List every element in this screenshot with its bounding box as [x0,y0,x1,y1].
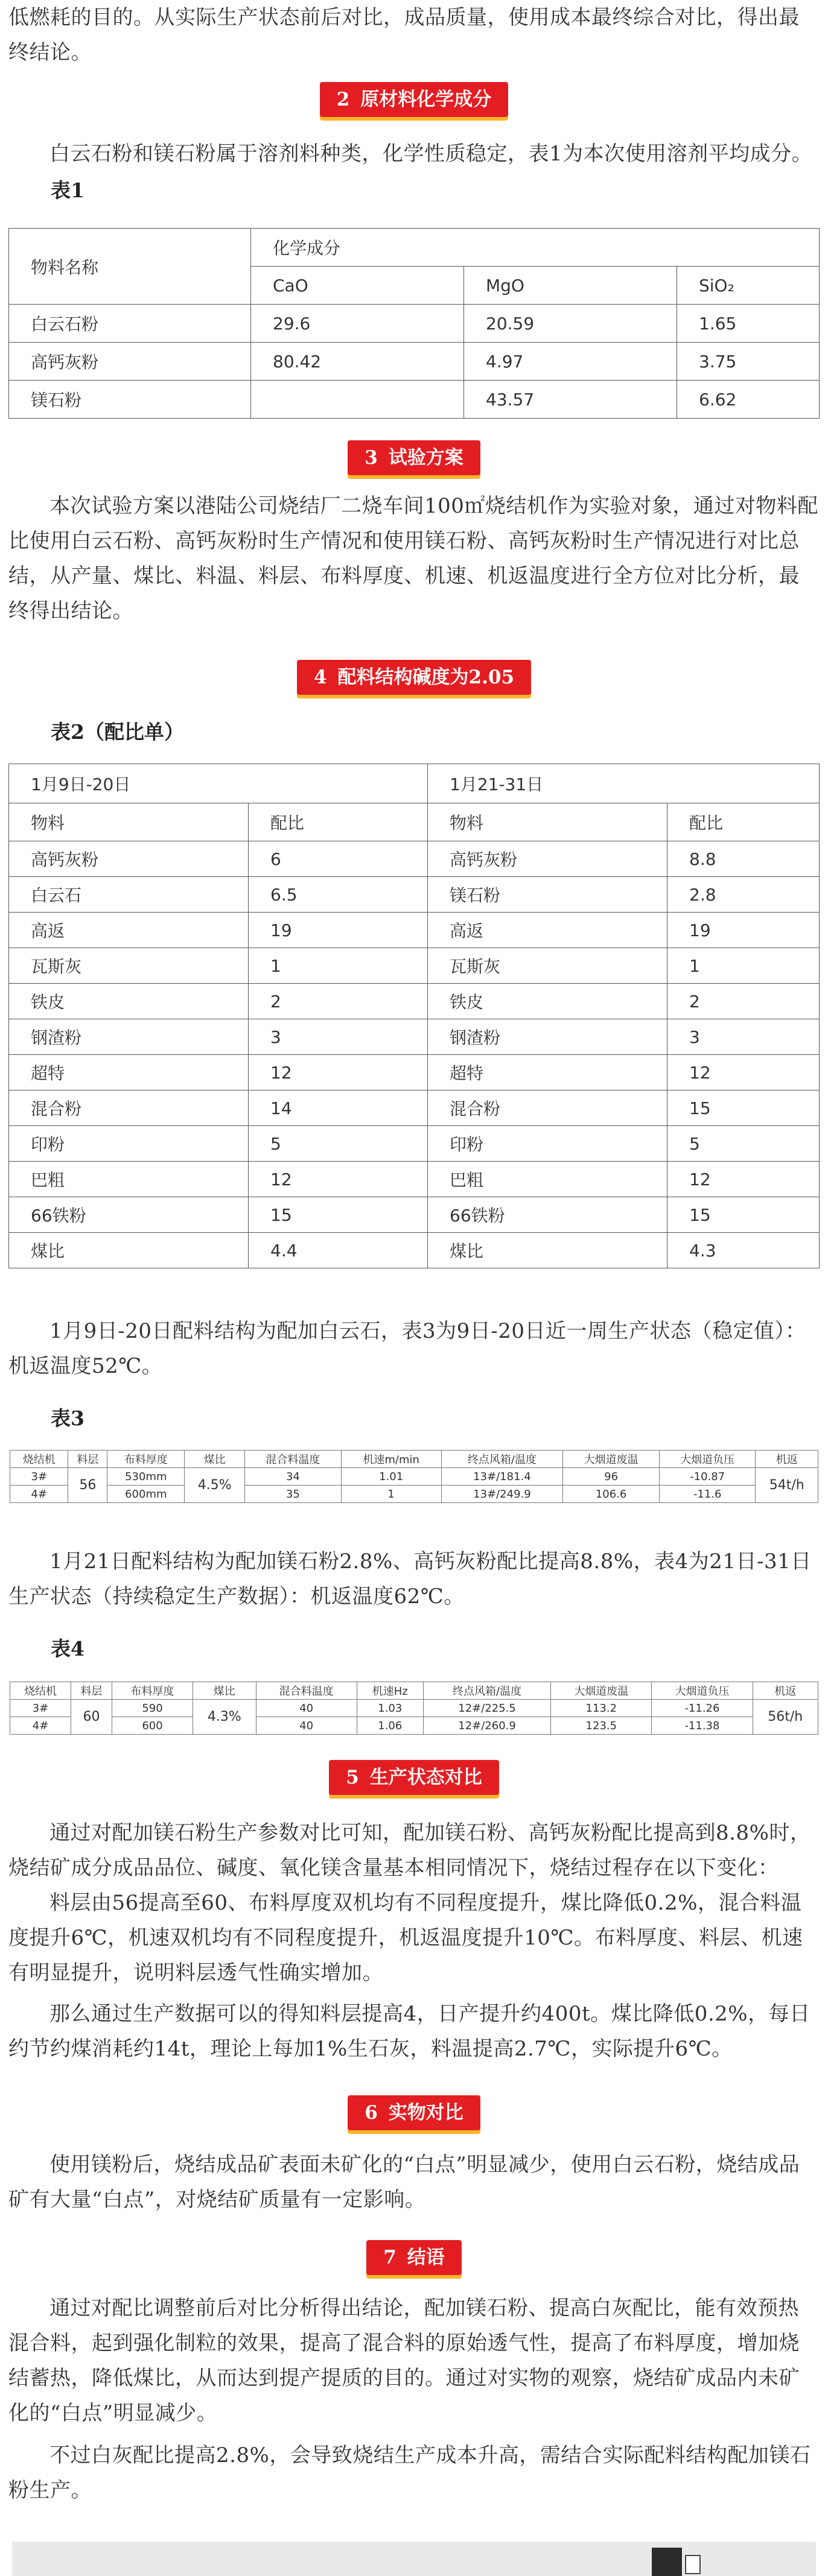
cell: 8.8 [667,841,820,877]
cell: 40 [256,1700,357,1717]
cell: 铁皮 [428,984,667,1019]
table2-caption: 表2（配比单） [51,720,184,744]
cell: 2.8 [667,877,820,913]
cell: 15 [667,1090,820,1126]
column-header: 大烟道负压 [659,1451,756,1468]
table1 [8,228,820,419]
section-heading-7: 7 结语 [0,2240,828,2275]
cell: 12#/225.5 [423,1700,550,1717]
column-header: 混合料温度 [256,1682,357,1700]
table-row [9,1055,820,1090]
table-row [9,305,820,343]
cell: 巴粗 [9,1162,249,1197]
table1-col-cao: CaO [251,267,464,305]
table-row [9,343,820,381]
cell: 600 [112,1717,193,1735]
column-header: 料层 [68,1451,107,1468]
cell: 3 [667,1019,820,1055]
cell: 13#/181.4 [441,1468,563,1486]
cell: 123.5 [551,1717,652,1735]
cell: 4.97 [464,343,677,381]
column-header: 煤比 [185,1451,245,1468]
section-heading-6: 6 实物对比 [0,2095,828,2130]
table-row [9,913,820,948]
table-row [10,1468,818,1486]
cell: 镁石粉 [9,381,251,419]
cell: 80.42 [251,343,464,381]
cell: 4# [10,1486,68,1503]
cell: -11.26 [652,1700,753,1717]
table-header-row [10,1451,818,1468]
table-row [9,1090,820,1126]
section-heading-3: 3 试验方案 [0,440,828,475]
cell: 56t/h [753,1700,818,1735]
cell: 高钙灰粉 [9,343,251,381]
intro-paragraph-end: 低燃耗的目的。从实际生产状态前后对比，成品质量，使用成本最终综合对比，得出最终结论。 [8,5,800,65]
table-row [9,1162,820,1197]
cell: 40 [256,1717,357,1735]
s6-paragraph: 使用镁粉后，烧结成品矿表面未矿化的“白点”明显减少，使用白云石粉，烧结成品矿有大量“白点”，对烧结矿质量有一定影响。 [8,2153,800,2212]
cell: 钢渣粉 [428,1019,667,1055]
cell: 19 [249,913,428,948]
column-header: 机返 [753,1682,818,1700]
cell [251,381,464,419]
table1-caption: 表1 [51,179,84,202]
column-header: 大烟道负压 [652,1682,753,1700]
cell: 混合粉 [428,1090,667,1126]
table-row [9,1019,820,1055]
cell: 钢渣粉 [9,1019,249,1055]
cell: 13#/249.9 [441,1486,563,1503]
table1-name-header: 物料名称 [9,229,251,305]
cell: 6.5 [249,877,428,913]
cell: 1.03 [357,1700,423,1717]
cell: 4.3 [667,1233,820,1268]
cell: 高钙灰粉 [9,841,249,877]
table2-header-ratio: 配比 [667,803,820,841]
cell: 高返 [428,913,667,948]
table1-col-sio2: SiO₂ [677,267,820,305]
cell: 15 [249,1197,428,1233]
s5-paragraph-3: 那么通过生产数据可以的得知料层提高4，日产提升约400t。煤比降低0.2%，每日约节约煤消耗约14t，理论上每加1%生石灰，料温提高2.7℃，实际提升6℃。 [8,2002,810,2061]
column-header: 料层 [71,1682,112,1700]
table-row [9,1126,820,1162]
cell: 15 [667,1197,820,1233]
cell: 590 [112,1700,193,1717]
s4-paragraph-2: 1月21日配料结构为配加镁石粉2.8%、高钙灰粉配比提高8.8%，表4为21日-31日生产状态（持续稳定生产数据）：机返温度62℃。 [8,1549,812,1609]
column-header: 机速m/min [341,1451,441,1468]
table-row [10,1700,818,1717]
cell: 巴粗 [428,1162,667,1197]
cell: 瓦斯灰 [9,948,249,984]
section-heading-2: 2 原材料化学成分 [0,82,828,117]
cell: 白云石粉 [9,305,251,343]
column-header: 机速Hz [357,1682,423,1700]
cell: 4.3% [193,1700,256,1735]
cell: 14 [249,1090,428,1126]
table2-left-period: 1月9日-20日 [9,764,428,803]
column-header: 大烟道废温 [551,1682,652,1700]
cell: 6 [249,841,428,877]
cell: 1 [667,948,820,984]
table2-header-material: 物料 [9,803,249,841]
cell: 3# [10,1468,68,1486]
cell: 镁石粉 [428,877,667,913]
cell: 4.4 [249,1233,428,1268]
table-row [9,1233,820,1268]
cell: 煤比 [9,1233,249,1268]
s5-paragraph-1: 通过对配加镁石粉生产参数对比可知，配加镁石粉、高钙灰粉配比提高到8.8%时，烧结矿成分成品品位、碱度、氧化镁含量基本相同情况下，烧结过程存在以下变化： [8,1821,811,1880]
document-icon [685,2555,701,2574]
cell: 20.59 [464,305,677,343]
table-row [9,381,820,419]
table4-caption: 表4 [51,1637,84,1660]
table3-caption: 表3 [51,1407,84,1430]
cell: 54t/h [756,1468,818,1503]
cell: 瓦斯灰 [428,948,667,984]
cell: 1 [249,948,428,984]
cell: 12 [667,1162,820,1197]
cell: 印粉 [9,1126,249,1162]
column-header: 煤比 [193,1682,256,1700]
table2-right-period: 1月21-31日 [428,764,820,803]
s4-paragraph: 1月9日-20日配料结构为配加白云石，表3为9日-20日近一周生产状态（稳定值）：机返温度52℃。 [8,1319,806,1378]
cell: 高返 [9,913,249,948]
cell: 超特 [428,1055,667,1090]
column-header: 终点风箱/温度 [441,1451,563,1468]
section-heading-5: 5 生产状态对比 [0,1760,828,1795]
s7-paragraph-1: 通过对配比调整前后对比分析得出结论，配加镁石粉、提高白灰配比，能有效预热混合料，起到强化制粒的效果，提高了混合料的原始透气性，提高了布料厚度，增加烧结蓄热，降低煤比，从而达到提产提质的目的。通过对实物的观察，烧结矿成品内未矿化的“白点”明显减少。 [8,2296,800,2425]
cell: 43.57 [464,381,677,419]
table-header-row [10,1682,818,1700]
cell: 铁皮 [9,984,249,1019]
cell: -11.6 [659,1486,756,1503]
cell: 34 [245,1468,342,1486]
column-header: 布料厚度 [107,1451,185,1468]
column-header: 布料厚度 [112,1682,193,1700]
cell: 35 [245,1486,342,1503]
cell: 56 [68,1468,107,1503]
cell: 3.75 [677,343,820,381]
cell: 12 [249,1055,428,1090]
cell: 66铁粉 [9,1197,249,1233]
cell: 1.65 [677,305,820,343]
table1-col-mgo: MgO [464,267,677,305]
table1-group-header: 化学成分 [251,229,820,267]
cell: 113.2 [551,1700,652,1717]
cell: 66铁粉 [428,1197,667,1233]
photo-strip [12,2542,816,2576]
cell: 5 [249,1126,428,1162]
cell: 12 [667,1055,820,1090]
column-header: 大烟道废温 [563,1451,660,1468]
s2-paragraph: 白云石粉和镁石粉属于溶剂料种类，化学性质稳定，表1为本次使用溶剂平均成分。 [49,142,813,166]
cell: 4# [10,1717,71,1735]
table2-header-material: 物料 [428,803,667,841]
cell: 印粉 [428,1126,667,1162]
column-header: 机返 [756,1451,818,1468]
cell: 3# [10,1700,71,1717]
cell: 煤比 [428,1233,667,1268]
table2-header-ratio: 配比 [249,803,428,841]
cell: 530mm [107,1468,185,1486]
cell: 60 [71,1700,112,1735]
cell: 混合粉 [9,1090,249,1126]
table-row [9,984,820,1019]
cell: 1.01 [341,1468,441,1486]
cell: 12 [249,1162,428,1197]
table2 [8,764,820,1268]
cell: -10.87 [659,1468,756,1486]
cell: 2 [667,984,820,1019]
cell: 4.5% [185,1468,245,1503]
column-header: 烧结机 [10,1451,68,1468]
cell: 19 [667,913,820,948]
cell: 3 [249,1019,428,1055]
cell: 6.62 [677,381,820,419]
s5-paragraph-2: 料层由56提高至60、布料厚度双机均有不同程度提升，煤比降低0.2%，混合料温度提升6℃，机速双机均有不同程度提升，机返温度提升10℃。布料厚度、料层、机速有明显提升，说明料层透气性确实增加。 [8,1891,803,1985]
cell: 12#/260.9 [423,1717,550,1735]
photo-dark-object [652,2548,682,2576]
cell: 高钙灰粉 [428,841,667,877]
table-row [9,877,820,913]
table-row [10,1486,818,1503]
s7-paragraph-2: 不过白灰配比提高2.8%，会导致烧结生产成本升高，需结合实际配料结构配加镁石粉生产。 [8,2443,811,2502]
cell: 1 [341,1486,441,1503]
column-header: 终点风箱/温度 [423,1682,550,1700]
cell: -11.38 [652,1717,753,1735]
cell: 1.06 [357,1717,423,1735]
cell: 白云石 [9,877,249,913]
table3 [10,1450,818,1503]
table-row [9,948,820,984]
cell: 2 [249,984,428,1019]
cell: 超特 [9,1055,249,1090]
column-header: 烧结机 [10,1682,71,1700]
column-header: 混合料温度 [245,1451,342,1468]
table-row [10,1717,818,1735]
cell: 29.6 [251,305,464,343]
table4 [10,1682,818,1735]
table-row [9,841,820,877]
section-heading-4: 4 配料结构碱度为2.05 [0,660,828,695]
table-row [9,1197,820,1233]
cell: 5 [667,1126,820,1162]
cell: 600mm [107,1486,185,1503]
cell: 96 [563,1468,660,1486]
cell: 106.6 [563,1486,660,1503]
s3-paragraph: 本次试验方案以港陆公司烧结厂二烧车间100㎡烧结机作为实验对象，通过对物料配比使用白云石粉、高钙灰粉时生产情况和使用镁石粉、高钙灰粉时生产情况进行对比总结，从产量、煤比、料温、料层、布料厚度、机速、机返温度进行全方位对比分析，最终得出结论。 [8,494,818,623]
